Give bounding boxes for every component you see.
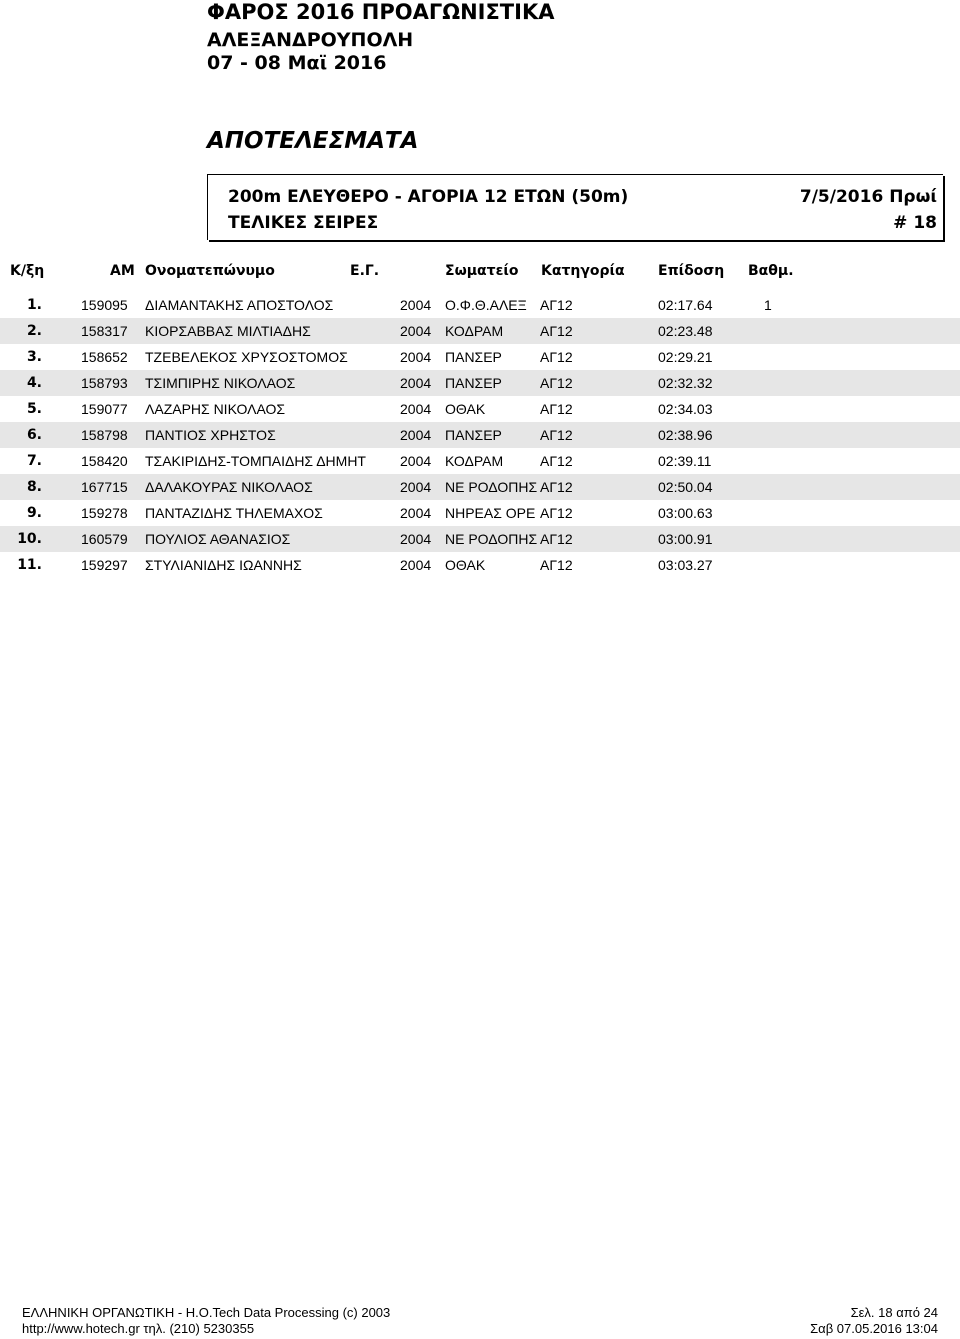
col-points: Βαθμ. [748,263,794,279]
cell-category: ΑΓ12 [540,557,573,573]
cell-category: ΑΓ12 [540,349,573,365]
table-row [0,474,960,500]
cell-year: 2004 [400,531,432,547]
event-date: 7/5/2016 Πρωί [799,187,937,207]
table-row [0,448,960,474]
table-row [0,422,960,448]
table-row [0,344,960,370]
col-rank: Κ/ξη [10,263,45,279]
event-name: 200m ΕΛΕΥΘΕΡΟ - ΑΓΟΡΙΑ 12 ΕΤΩΝ (50m) [228,187,629,207]
cell-time: 03:00.63 [658,505,713,521]
cell-club: ΚΟΔΡΑΜ [445,323,504,339]
cell-time: 03:03.27 [658,557,713,573]
cell-year: 2004 [400,349,432,365]
cell-name: ΤΖΕΒΕΛΕΚΟΣ ΧΡΥΣΟΣΤΟΜΟΣ [145,349,348,365]
table-row [0,292,960,318]
cell-name: ΠΟΥΛΙΟΣ ΑΘΑΝΑΣΙΟΣ [145,531,291,547]
cell-name: ΣΤΥΛΙΑΝΙΔΗΣ ΙΩΑΝΝΗΣ [145,557,302,573]
cell-year: 2004 [400,505,432,521]
cell-time: 02:32.32 [658,375,713,391]
cell-name: ΔΑΛΑΚΟΥΡΑΣ ΝΙΚΟΛΑΟΣ [145,479,313,495]
col-am: ΑΜ [110,263,135,279]
event-number: # 18 [893,213,937,233]
cell-club: ΝΕ ΡΟΔΟΠΗΣ [445,479,538,495]
event-round: ΤΕΛΙΚΕΣ ΣΕΙΡΕΣ [228,213,379,233]
col-club: Σωματείο [445,263,519,279]
cell-rank: 9. [26,505,42,521]
cell-rank: 8. [26,479,42,495]
results-title: ΑΠΟΤΕΛΕΣΜΑΤΑ [207,128,419,154]
cell-am: 158652 [81,349,128,365]
table-row [0,500,960,526]
cell-category: ΑΓ12 [540,505,573,521]
event-box [207,174,943,240]
cell-club: ΝΗΡΕΑΣ ΟΡΕ [445,505,536,521]
footer-organizer: ΕΛΛΗΝΙΚΗ ΟΡΓΑΝΩΤΙΚΗ - Η.Ο.Tech Data Processing (c) 2003 [22,1305,391,1320]
cell-name: ΔΙΑΜΑΝΤΑΚΗΣ ΑΠΟΣΤΟΛΟΣ [145,297,334,313]
cell-name: ΤΣΙΜΠΙΡΗΣ ΝΙΚΟΛΑΟΣ [145,375,296,391]
cell-time: 02:39.11 [658,453,712,469]
table-row [0,526,960,552]
cell-year: 2004 [400,375,432,391]
col-name: Ονοματεπώνυμο [145,263,275,279]
cell-club: ΠΑΝΣΕΡ [445,375,502,391]
cell-name: ΠΑΝΤΙΟΣ ΧΡΗΣΤΟΣ [145,427,276,443]
cell-club: Ο.Φ.Θ.ΑΛΕΞ [445,297,527,313]
cell-name: ΤΣΑΚΙΡΙΔΗΣ-ΤΟΜΠΑΙΔΗΣ ΔΗΜΗΤ [145,453,366,469]
cell-time: 03:00.91 [658,531,713,547]
cell-rank: 11. [17,557,42,573]
cell-club: ΠΑΝΣΕΡ [445,427,502,443]
cell-rank: 4. [26,375,42,391]
cell-am: 158793 [81,375,128,391]
cell-category: ΑΓ12 [540,453,573,469]
cell-category: ΑΓ12 [540,427,573,443]
cell-am: 160579 [81,531,128,547]
cell-rank: 7. [26,453,42,469]
cell-am: 159278 [81,505,128,521]
cell-am: 158317 [81,323,128,339]
table-row [0,318,960,344]
cell-category: ΑΓ12 [540,479,573,495]
cell-time: 02:29.21 [658,349,713,365]
cell-am: 158798 [81,427,128,443]
cell-rank: 2. [26,323,42,339]
cell-rank: 3. [26,349,42,365]
cell-am: 159077 [81,401,128,417]
meet-dates: 07 - 08 Μαϊ 2016 [207,52,387,74]
cell-time: 02:34.03 [658,401,713,417]
table-row [0,552,960,578]
meet-title: ΦΑΡΟΣ 2016 ΠΡΟΑΓΩΝΙΣΤΙΚΑ [207,0,555,24]
cell-category: ΑΓ12 [540,401,573,417]
table-row [0,396,960,422]
cell-year: 2004 [400,479,432,495]
cell-am: 158420 [81,453,128,469]
cell-rank: 10. [17,531,42,547]
cell-am: 159095 [81,297,128,313]
col-category: Κατηγορία [541,263,625,279]
meet-city: ΑΛΕΞΑΝΔΡΟΥΠΟΛΗ [207,29,414,51]
cell-name: ΚΙΟΡΣΑΒΒΑΣ ΜΙΛΤΙΑΔΗΣ [145,323,311,339]
cell-club: ΝΕ ΡΟΔΟΠΗΣ [445,531,538,547]
cell-name: ΛΑΖΑΡΗΣ ΝΙΚΟΛΑΟΣ [145,401,286,417]
footer-contact: http://www.hotech.gr τηλ. (210) 5230355 [22,1321,255,1336]
cell-year: 2004 [400,323,432,339]
cell-rank: 5. [26,401,42,417]
col-time: Επίδοση [658,263,725,279]
footer-timestamp: Σαβ 07.05.2016 13:04 [810,1321,938,1336]
table-row [0,370,960,396]
cell-am: 159297 [81,557,128,573]
cell-category: ΑΓ12 [540,531,573,547]
cell-year: 2004 [400,427,432,443]
cell-am: 167715 [81,479,128,495]
cell-time: 02:17.64 [658,297,713,313]
cell-club: ΟΘΑΚ [445,557,486,573]
cell-year: 2004 [400,557,432,573]
cell-points: 1 [764,297,772,313]
cell-rank: 1. [26,297,42,313]
cell-time: 02:50.04 [658,479,713,495]
cell-club: ΠΑΝΣΕΡ [445,349,502,365]
cell-time: 02:23.48 [658,323,713,339]
cell-name: ΠΑΝΤΑΖΙΔΗΣ ΤΗΛΕΜΑΧΟΣ [145,505,323,521]
cell-club: ΚΟΔΡΑΜ [445,453,504,469]
cell-year: 2004 [400,297,432,313]
footer-page: Σελ. 18 από 24 [850,1305,938,1320]
cell-category: ΑΓ12 [540,323,573,339]
cell-year: 2004 [400,453,432,469]
cell-year: 2004 [400,401,432,417]
cell-club: ΟΘΑΚ [445,401,486,417]
cell-time: 02:38.96 [658,427,713,443]
cell-category: ΑΓ12 [540,297,573,313]
cell-rank: 6. [26,427,42,443]
cell-category: ΑΓ12 [540,375,573,391]
col-year: Ε.Γ. [350,263,380,279]
